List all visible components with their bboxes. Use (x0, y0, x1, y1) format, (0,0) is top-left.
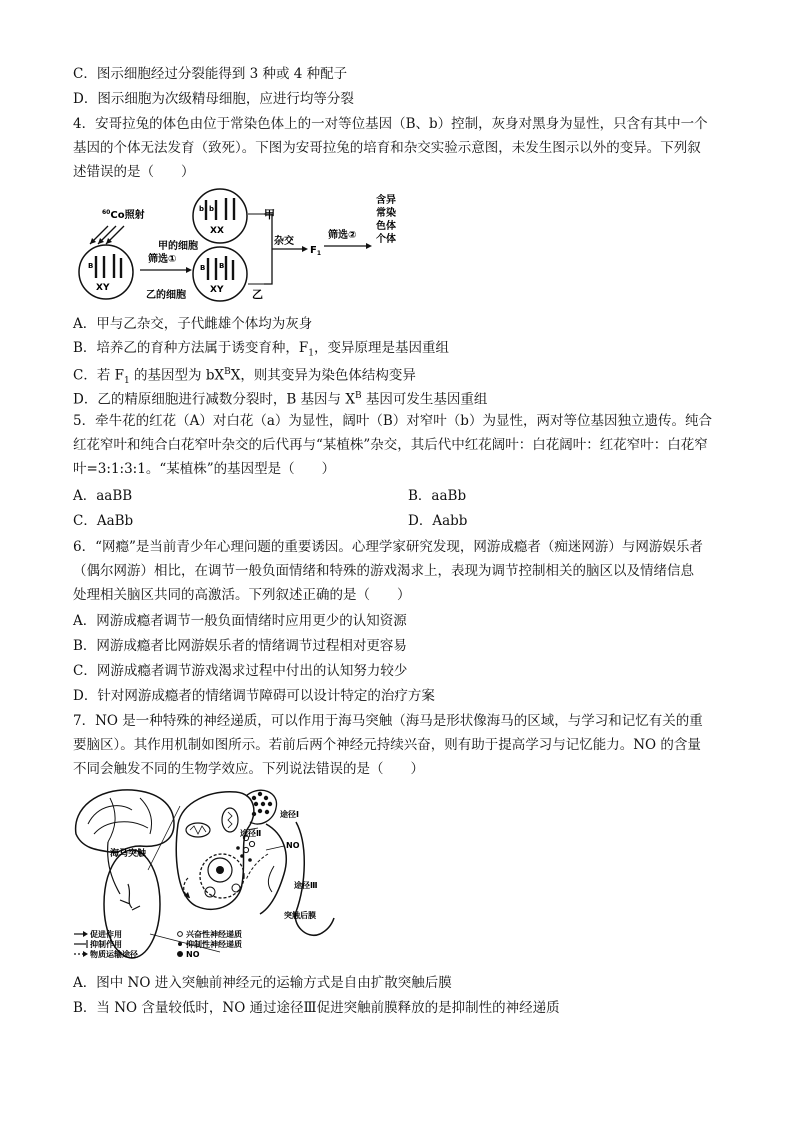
legend-promote: 促进作用 (90, 930, 122, 939)
yi-gene-B-1: B (200, 264, 206, 272)
yi-gene-B-2: B (219, 262, 225, 270)
q4-option-b: B．培养乙的育种方法属于诱变育种，$F_1$，变异原理是基因重组 (73, 340, 450, 359)
jia-label: 甲 (264, 208, 275, 221)
jia-xx-label: XX (210, 226, 224, 236)
yi-label: 乙 (252, 288, 263, 301)
q4-option-d: D．乙的精原细胞进行减数分裂时，B 基因与 $X^B$ 基因可发生基因重组 (73, 391, 488, 408)
jia-gene-b-2: b (209, 205, 215, 213)
q7-stem-line-1: 7．NO 是一种特殊的神经递质，可以作用于海马突触（海马是形状像海马的区域，与学习和记忆有关的重 (73, 713, 703, 729)
q5-option-c: C．AaBb (73, 513, 134, 529)
q7-option-a: A．图中 NO 进入突触前神经元的运输方式是自由扩散突触后膜 (73, 975, 452, 991)
f1-label: $F_1$ (310, 245, 322, 257)
postsynaptic-label: 突触后膜 (284, 911, 316, 920)
legend-no: NO (186, 950, 200, 959)
no-label: NO (286, 841, 300, 850)
result-line-3: 色体 (376, 221, 396, 232)
q5-option-d: D．Aabb (408, 513, 468, 529)
mitochondrion-icon (186, 823, 210, 837)
brain-icon (76, 790, 174, 852)
q7-stem-line-2: 要脑区）。其作用机制如图所示。若前后两个神经元持续兴奋，则有助于提高学习与记忆能力。NO 的含量 (73, 737, 701, 753)
q5-stem-line-1: 5．牵牛花的红花（A）对白花（a）为显性，阔叶（B）对窄叶（b）为显性，两对等位基因独立遗传。纯合 (73, 413, 712, 429)
q3-option-d: D．图示细胞为次级精母细胞，应进行均等分裂 (73, 91, 354, 107)
legend-excitatory: 兴奋性神经递质 (186, 930, 242, 939)
legend-transport: 物质运输途径 (90, 950, 138, 959)
q7-synapse-diagram (70, 784, 340, 968)
pathway-1-label: 途径Ⅰ (280, 810, 299, 819)
q4-breeding-diagram (76, 186, 406, 310)
q4-stem-line-1: 4．安哥拉兔的体色由位于常染色体上的一对等位基因（B、b）控制，灰身对黑身为显性，只含有其中一个 (73, 116, 708, 132)
q5-option-a: A．aaBB (73, 488, 133, 504)
q6-option-b: B．网游成瘾者比网游娱乐者的情绪调节过程相对更容易 (73, 638, 407, 654)
synaptic-cleft-curve (260, 824, 286, 914)
original-gene-B: B (88, 262, 94, 270)
legend (74, 929, 242, 959)
q7-option-b: B．当 NO 含量较低时，NO 通过途径Ⅲ促进突触前膜释放的是抑制性的神经递质 (73, 1000, 560, 1016)
screen-1-label: 筛选① (148, 254, 177, 265)
hippocampus-label: 海马突触 (110, 849, 147, 859)
q4-option-a: A．甲与乙杂交，子代雌雄个体均为灰身 (73, 316, 313, 332)
q6-option-d: D．针对网游成瘾者的情绪调节障碍可以设计特定的治疗方案 (73, 688, 435, 704)
pathway-3-label: 途径Ⅲ (294, 881, 318, 890)
yi-cell-label: 乙的细胞 (146, 290, 186, 301)
original-xy-label: XY (96, 283, 110, 293)
q4-stem-line-2: 基因的个体无法发育（致死）。下图为安哥拉兔的培育和杂交实验示意图，未发生图示以外的变异。下列叙 (73, 140, 701, 156)
result-line-4: 个体 (376, 234, 396, 245)
q4-stem-line-3: 述错误的是（ ） (73, 164, 195, 180)
legend-inhibit: 抑制作用 (90, 940, 122, 949)
q5-stem-line-3: 叶=3:1:3:1。“某植株”的基因型是（ ） (73, 461, 336, 477)
jia-gene-b-1: b (199, 205, 205, 213)
q6-stem-line-2: （偶尔网游）相比，在调节一般负面情绪和特殊的游戏渴求上，表现为调节控制相关的脑区以及情绪信息 (73, 563, 694, 579)
jia-cell-label: 甲的细胞 (158, 241, 198, 252)
q6-option-c: C．网游成瘾者调节游戏渴求过程中付出的认知努力较少 (73, 663, 408, 679)
co-irradiation-label: $^{60}$Co照射 (102, 209, 145, 221)
pathway-2-label: 途径Ⅱ (240, 829, 262, 838)
q5-option-b: B．aaBb (408, 488, 467, 504)
result-line-1: 含异 (376, 195, 396, 206)
q7-stem-line-3: 不同会触发不同的生物学效应。下列说法错误的是（ ） (73, 761, 424, 777)
q6-option-a: A．网游成瘾者调节一般负面情绪时应用更少的认知资源 (73, 613, 407, 629)
result-line-2: 常染 (376, 208, 396, 219)
q6-stem-line-3: 处理相关脑区共同的高激活。下列叙述正确的是（ ） (73, 587, 411, 603)
legend-inhibitory: 抑制性神经递质 (186, 940, 242, 949)
q3-option-c: C．图示细胞经过分裂能得到 3 种或 4 种配子 (73, 66, 348, 82)
q6-stem-line-1: 6．“网瘾”是当前青少年心理问题的重要诱因。心理学家研究发现，网游成瘾者（痴迷网游）与网游娱乐者 (73, 539, 703, 555)
q5-stem-line-2: 红花窄叶和纯合白花窄叶杂交的后代再与“某植株”杂交，其后代中红花阔叶：白花阔叶：红花窄叶：白花窄 (73, 437, 708, 453)
yi-xy-label: XY (210, 285, 224, 295)
q4-option-c: C．若 $F_1$ 的基因型为 $bX^BX$，则其变异为染色体结构变异 (73, 367, 416, 387)
screen-2-label: 筛选② (328, 230, 357, 241)
cross-label: 杂交 (274, 236, 294, 247)
